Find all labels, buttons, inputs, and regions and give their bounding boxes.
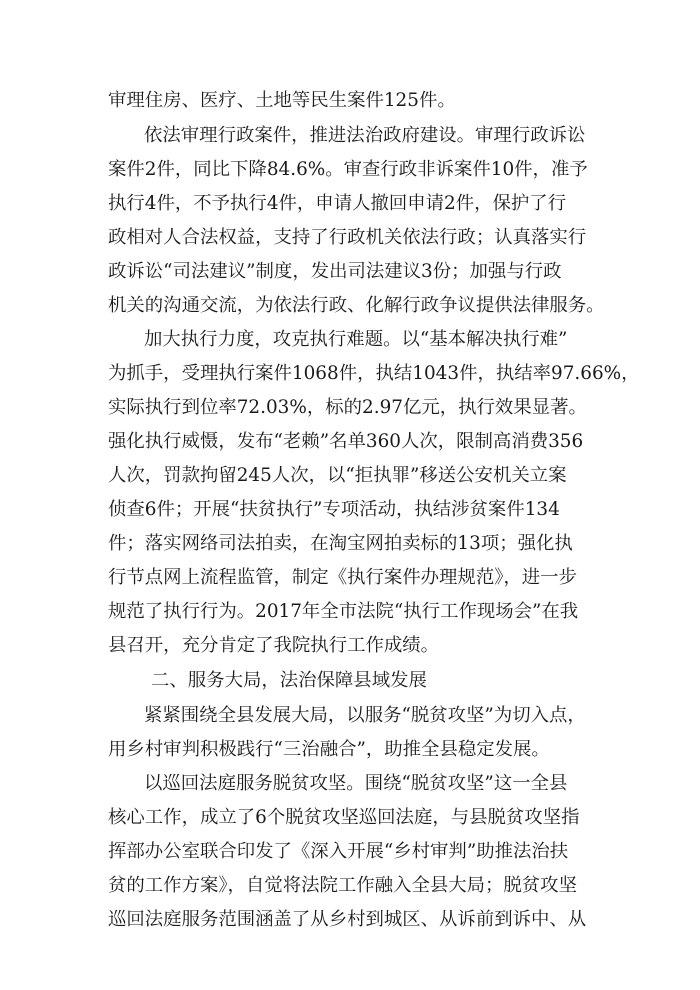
text-line: 实际执行到位率72.03%，标的2.97亿元，执行效果显著。 bbox=[108, 397, 587, 418]
paragraph-admin-cases-line: 依法审理行政案件，推进法治政府建设。审理行政诉讼 bbox=[144, 125, 586, 146]
section-heading: 二、服务大局，法治保障县域发展 bbox=[151, 670, 427, 691]
text-line: 挥部办公室联合印发了《深入开展“乡村审判”助推法治扶 bbox=[108, 841, 569, 862]
paragraph-overall-line: 紧紧围绕全县发展大局，以服务“脱贫攻坚”为切入点， bbox=[144, 705, 586, 726]
text-line: 行节点网上流程监管，制定《执行案件办理规范》，进一步 bbox=[108, 567, 577, 588]
text-line: 政诉讼“司法建议”制度，发出司法建议3份；加强与行政 bbox=[108, 261, 562, 282]
paragraph-circuit-court-line: 以巡回法庭服务脱贫攻坚。围绕“脱贫攻坚”这一全县 bbox=[144, 773, 568, 794]
text-line: 为抓手，受理执行案件1068件，执结1043件，执结率97.66%， bbox=[108, 363, 640, 384]
text-line: 案件2件，同比下降84.6%。审查行政非诉案件10件，准予 bbox=[108, 159, 588, 180]
text-line: 执行4件，不予执行4件，申请人撤回申请2件，保护了行 bbox=[108, 193, 567, 214]
text-line: 巡回法庭服务范围涵盖了从乡村到城区、从诉前到诉中、从 bbox=[108, 909, 587, 930]
text-line: 核心工作，成立了6个脱贫攻坚巡回法庭，与县脱贫攻坚指 bbox=[108, 807, 580, 828]
text-line: 政相对人合法权益，支持了行政机关依法行政；认真落实行 bbox=[108, 227, 587, 248]
text-line: 件；落实网络司法拍卖，在淘宝网拍卖标的13项；强化执 bbox=[108, 533, 573, 554]
paragraph-enforcement-line: 加大执行力度，攻克执行难题。以“基本解决执行难” bbox=[144, 329, 568, 350]
text-line: 机关的沟通交流，为依法行政、化解行政争议提供法律服务。 bbox=[108, 295, 605, 316]
text-line: 规范了执行行为。2017年全市法院“执行工作现场会”在我 bbox=[108, 601, 579, 622]
text-line: 审理住房、医疗、土地等民生案件125件。 bbox=[108, 90, 456, 111]
text-line: 贫的工作方案》，自觉将法院工作融入全县大局；脱贫攻坚 bbox=[108, 875, 577, 896]
text-line: 用乡村审判积极践行“三治融合”，助推全县稳定发展。 bbox=[108, 739, 550, 760]
text-line: 人次，罚款拘留245人次，以“拒执罪”移送公安机关立案 bbox=[108, 465, 567, 486]
text-line: 强化执行威慑，发布“老赖”名单360人次，限制高消费356 bbox=[108, 431, 584, 452]
text-line: 侦查6件；开展“扶贫执行”专项活动，执结涉贫案件134 bbox=[108, 499, 560, 520]
text-line: 县召开，充分肯定了我院执行工作成绩。 bbox=[108, 635, 440, 656]
